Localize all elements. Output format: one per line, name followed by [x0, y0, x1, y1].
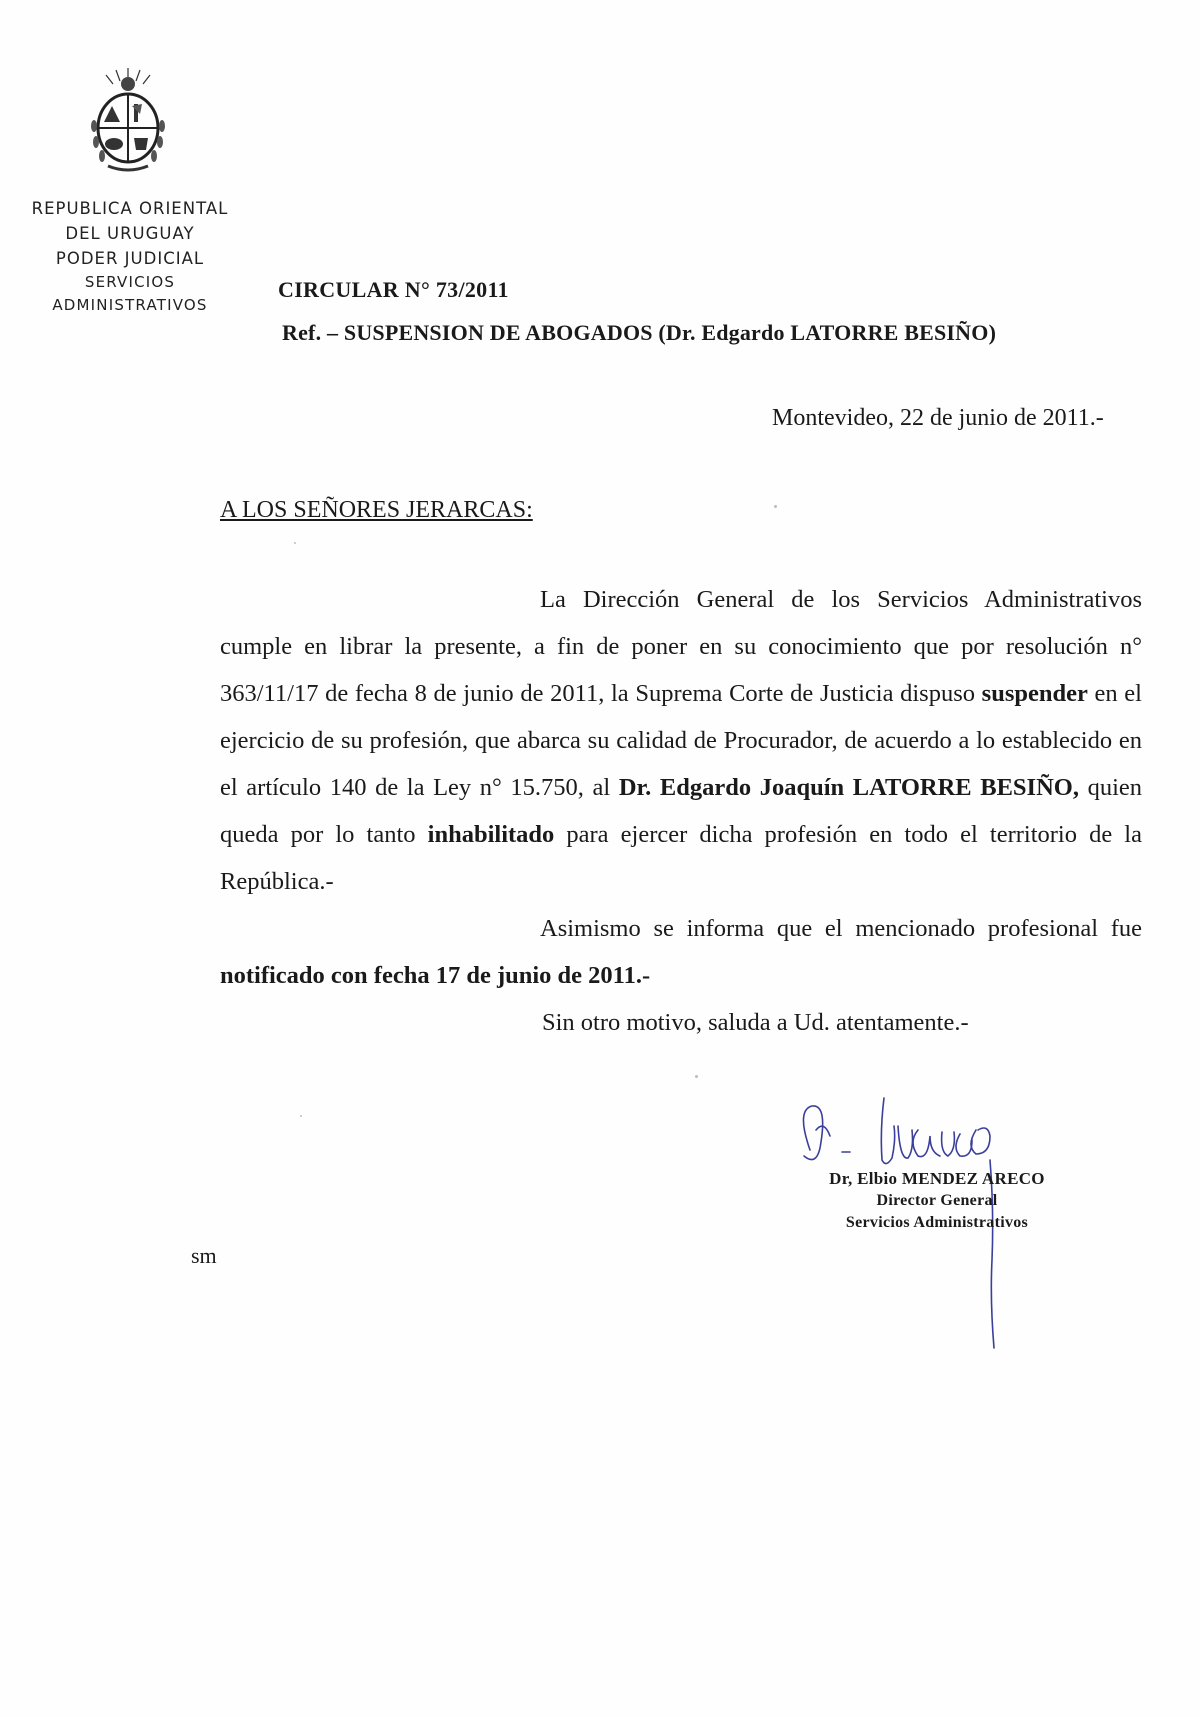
- letter-body: [220, 576, 1142, 1046]
- body-paragraph-2: [220, 905, 1142, 999]
- scan-speck: [774, 505, 777, 508]
- institution-line-1: REPUBLICA ORIENTAL: [31, 199, 229, 218]
- institution-line-2: DEL URUGUAY: [65, 224, 195, 243]
- p1-text-3: quien queda por lo tanto: [220, 774, 1143, 848]
- institution-name: [20, 196, 240, 317]
- place-date: Montevideo, 22 de junio de 2011.-: [772, 405, 1104, 431]
- p1-bold-name: Dr. Edgardo Joaquín LATORRE BESIÑO,: [618, 774, 1079, 801]
- signatory-office: Servicios Administrativos: [845, 1214, 1029, 1231]
- circular-number: CIRCULAR N° 73/2011: [278, 277, 509, 302]
- p1-text-2: en el ejercicio de su profesión, que abarca su calidad de Procurador, de acuerdo a lo establecido en el artículo 140 de la Ley n° 15.750, al: [220, 680, 1142, 801]
- reference-line: Ref. – SUSPENSION DE ABOGADOS (Dr. Edgardo LATORRE BESIÑO): [282, 320, 997, 345]
- typist-initials: sm: [191, 1243, 217, 1268]
- institution-line-3: PODER JUDICIAL: [55, 249, 205, 268]
- closing-paragraph: Sin otro motivo, saluda a Ud. atentamente.-: [542, 1009, 969, 1036]
- scan-speck: [300, 1115, 302, 1117]
- p1-text-1: La Dirección General de los Servicios Administrativos cumple en librar la presente, a fin de poner en su conocimiento que por resolución n° 363/11/17 de fecha 8 de junio de 2011, la Suprema Corte de Justicia dispuso: [220, 586, 1142, 707]
- p1-bold-suspender: suspender: [981, 680, 1088, 707]
- addressee: A LOS SEÑORES JERARCAS:: [220, 497, 533, 523]
- institution-line-5: ADMINISTRATIVOS: [52, 296, 208, 314]
- signatory-name: Dr, Elbio MENDEZ ARECO: [829, 1169, 1045, 1188]
- signature-block: [812, 1168, 1062, 1234]
- institution-line-4: SERVICIOS: [84, 273, 176, 291]
- scan-speck: [695, 1075, 698, 1078]
- coat-of-arms-icon: [86, 66, 170, 176]
- p2-bold-date: notificado con fecha 17 de junio de 2011.-: [220, 962, 651, 989]
- handwritten-signature: [790, 1090, 1050, 1390]
- p1-text-4: para ejercer dicha profesión en todo el territorio de la República.-: [220, 821, 1142, 895]
- signatory-title: Director General: [876, 1192, 998, 1209]
- p1-bold-inhabilitado: inhabilitado: [427, 821, 555, 848]
- p2-text-1: Asimismo se informa que el mencionado profesional fue: [540, 915, 1142, 942]
- scan-speck: [294, 542, 296, 544]
- body-paragraph-1: [220, 576, 1142, 905]
